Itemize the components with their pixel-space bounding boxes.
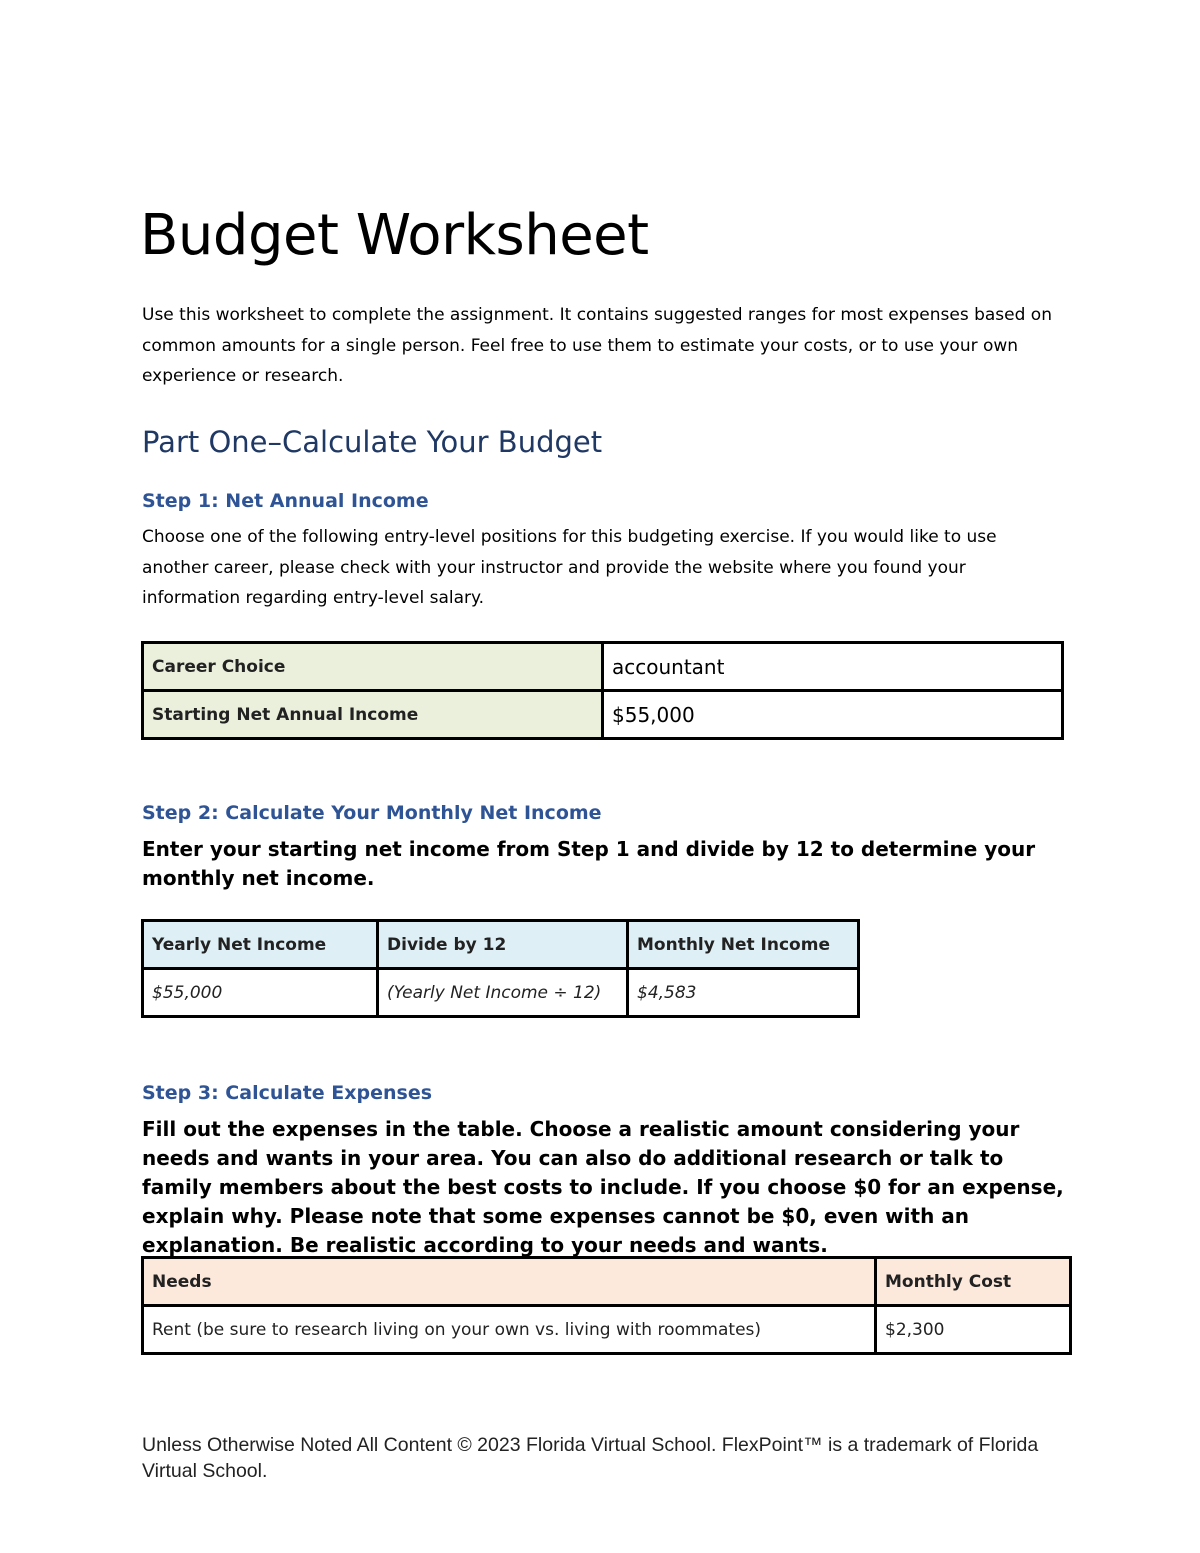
step1-text: Choose one of the following entry-level positions for this budgeting exercise. If you would like to use another career, please check with your instructor and provide the website where you found your information regarding entry-level salary. xyxy=(142,527,997,608)
step3-text: Fill out the expenses in the table. Choose a realistic amount considering your needs and wants in your area. You can also do additional research or talk to family members about the best costs to include. If you choose $0 for an expense, explain why. Please note that some expenses cannot be $0, even with an explanation. Be realistic according to your needs and wants. xyxy=(142,1117,1064,1257)
table-row xyxy=(143,691,1063,739)
intro-paragraph: Use this worksheet to complete the assignment. It contains suggested ranges for most expenses based on common amounts for a single person. Feel free to use them to estimate your costs, or to use your own experience or research. xyxy=(142,305,1052,386)
career-choice-value[interactable]: accountant xyxy=(603,643,1063,691)
step1-heading: Step 1: Net Annual Income xyxy=(142,490,429,512)
career-table xyxy=(141,641,1064,740)
divide-header: Divide by 12 xyxy=(378,921,628,969)
monthly-cost-header: Monthly Cost xyxy=(876,1258,1071,1306)
table-row xyxy=(143,969,859,1017)
table-row xyxy=(143,1306,1071,1354)
table-header-row xyxy=(143,921,859,969)
yearly-income-header: Yearly Net Income xyxy=(143,921,378,969)
career-choice-label: Career Choice xyxy=(143,643,603,691)
starting-income-value[interactable]: $55,000 xyxy=(603,691,1063,739)
divide-value: (Yearly Net Income ÷ 12) xyxy=(378,969,628,1017)
yearly-income-value[interactable]: $55,000 xyxy=(143,969,378,1017)
rent-cost[interactable]: $2,300 xyxy=(876,1306,1071,1354)
monthly-income-header: Monthly Net Income xyxy=(628,921,859,969)
table-row xyxy=(143,643,1063,691)
step2-text: Enter your starting net income from Step 1 and divide by 12 to determine your monthly net income. xyxy=(142,837,1036,890)
page-footer: Unless Otherwise Noted All Content © 2023 Florida Virtual School. FlexPoint™ is a trademark of Florida Virtual School. xyxy=(142,1434,1039,1482)
table-header-row xyxy=(143,1258,1071,1306)
monthly-income-value[interactable]: $4,583 xyxy=(628,969,859,1017)
page-title: Budget Worksheet xyxy=(140,203,649,268)
needs-header: Needs xyxy=(143,1258,876,1306)
step2-heading: Step 2: Calculate Your Monthly Net Income xyxy=(142,802,602,824)
starting-income-label: Starting Net Annual Income xyxy=(143,691,603,739)
step3-heading: Step 3: Calculate Expenses xyxy=(142,1082,433,1104)
monthly-income-table xyxy=(141,919,860,1018)
expenses-table xyxy=(141,1256,1072,1355)
rent-label: Rent (be sure to research living on your own vs. living with roommates) xyxy=(143,1306,876,1354)
part-one-heading: Part One–Calculate Your Budget xyxy=(142,425,603,459)
